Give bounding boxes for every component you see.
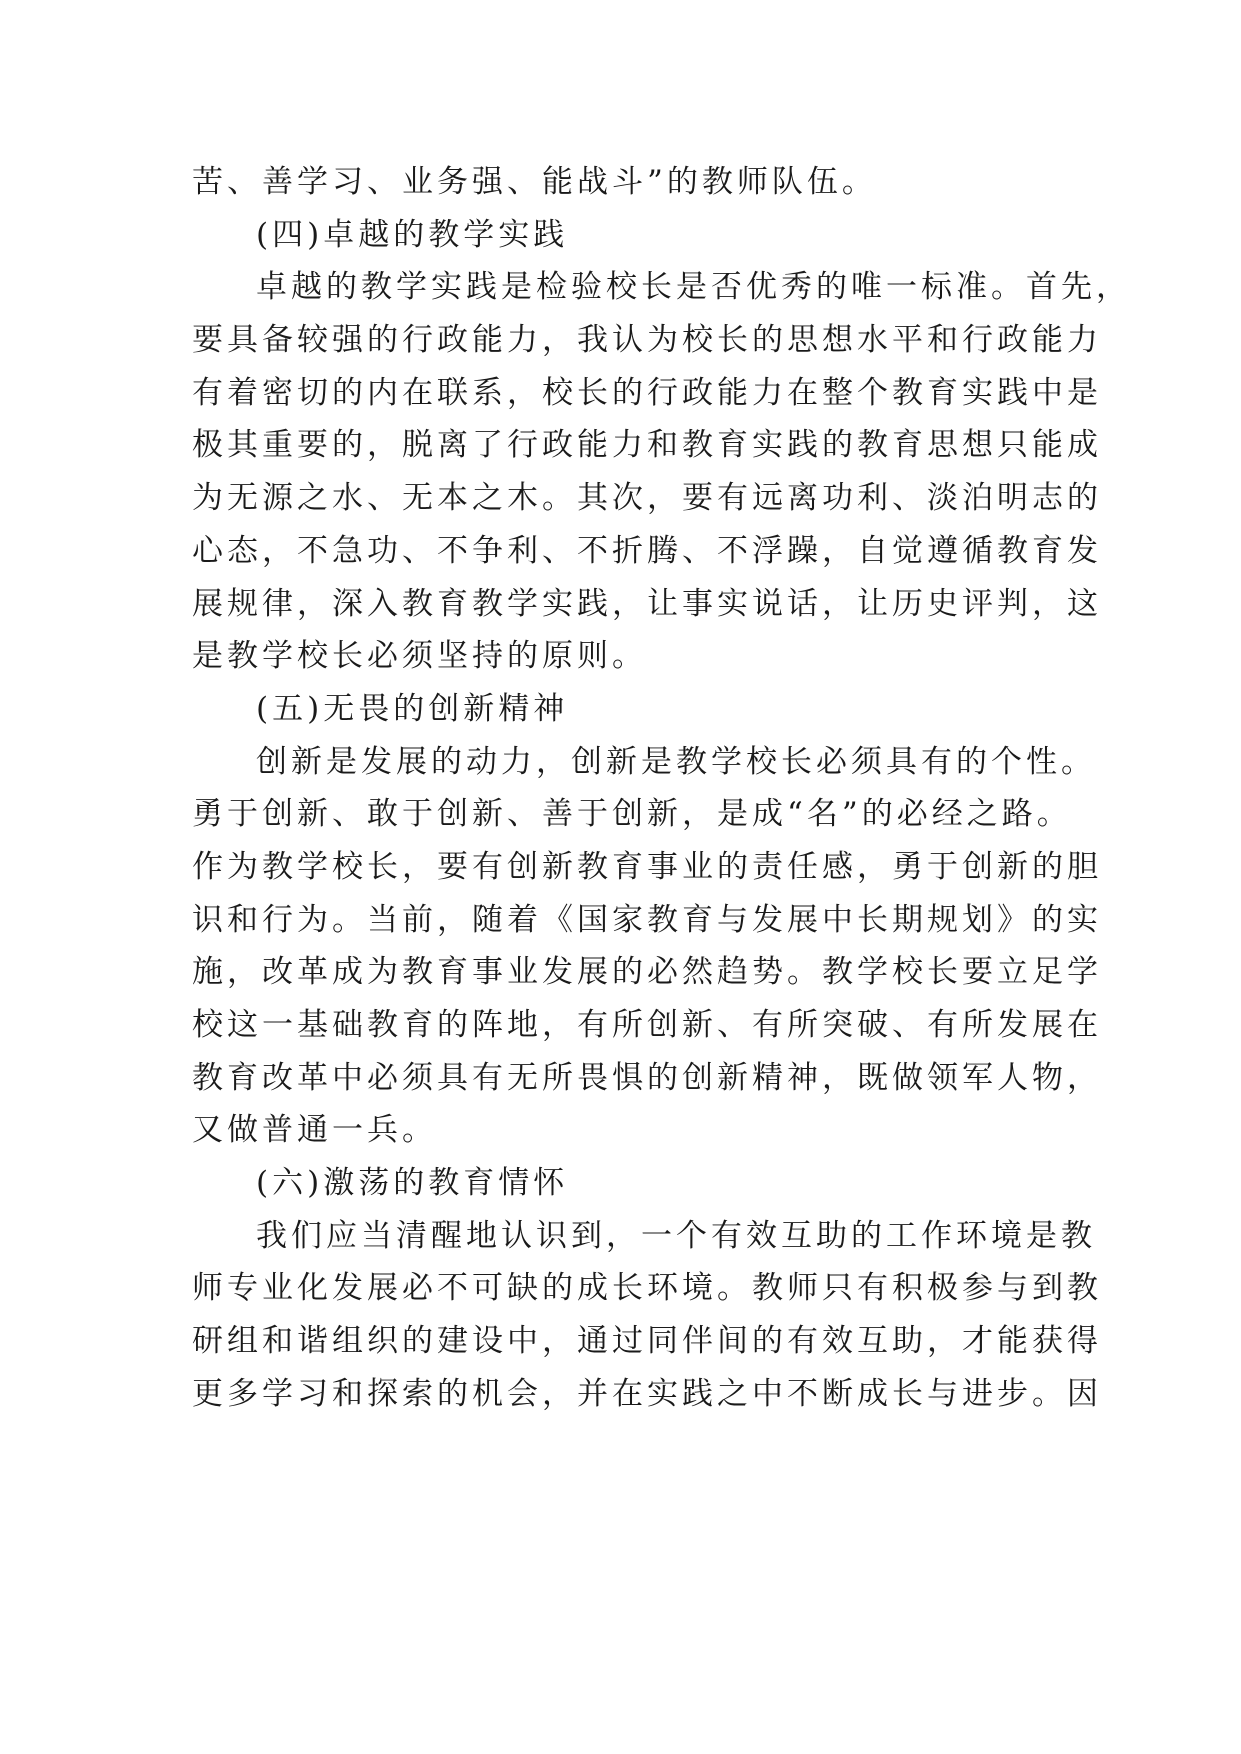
document-body [192,156,1131,1421]
text-line: 极其重要的，脱离了行政能力和教育实践的教育思想只能成 [192,427,1102,464]
text-line: 是教学校长必须坚持的原则。 [192,638,647,675]
text-line: 有着密切的内在联系，校长的行政能力在整个教育实践中是 [192,374,1102,411]
paragraph-first-line: 创新是发展的动力，创新是教学校长必须具有的个性。 [256,743,1096,780]
text-line: 研组和谐组织的建设中，通过同伴间的有效互助，才能获得 [192,1323,1102,1360]
text-line: 又做普通一兵。 [192,1112,437,1149]
text-line: 勇于创新、敢于创新、善于创新，是成“名”的必经之路。 [192,796,1072,833]
text-line: 更多学习和探索的机会，并在实践之中不断成长与进步。因 [192,1375,1102,1412]
section-heading: (四)卓越的教学实践 [256,216,569,253]
text-line: 识和行为。当前，随着《国家教育与发展中长期规划》的实 [192,901,1102,938]
paragraph-first-line: 卓越的教学实践是检验校长是否优秀的唯一标准。首先， [256,269,1131,306]
section-heading: (五)无畏的创新精神 [256,690,569,727]
text-line: 师专业化发展必不可缺的成长环境。教师只有积极参与到教 [192,1270,1102,1307]
text-line: 苦、善学习、业务强、能战斗”的教师队伍。 [192,164,877,200]
text-line: 校这一基础教育的阵地，有所创新、有所突破、有所发展在 [192,1007,1102,1043]
paragraph-first-line: 我们应当清醒地认识到，一个有效互助的工作环境是教 [256,1217,1096,1254]
text-line: 心态，不急功、不争利、不折腾、不浮躁，自觉遵循教育发 [192,532,1102,569]
text-line: 要具备较强的行政能力，我认为校长的思想水平和行政能力 [192,322,1102,359]
text-line: 施，改革成为教育事业发展的必然趋势。教学校长要立足学 [192,954,1102,991]
text-line: 展规律，深入教育教学实践，让事实说话，让历史评判，这 [192,585,1102,622]
section-heading: (六)激荡的教育情怀 [256,1165,569,1202]
text-line: 为无源之水、无本之木。其次，要有远离功利、淡泊明志的 [192,480,1102,517]
text-line: 教育改革中必须具有无所畏惧的创新精神，既做领军人物， [192,1059,1102,1096]
text-line: 作为教学校长，要有创新教育事业的责任感，勇于创新的胆 [192,848,1102,885]
